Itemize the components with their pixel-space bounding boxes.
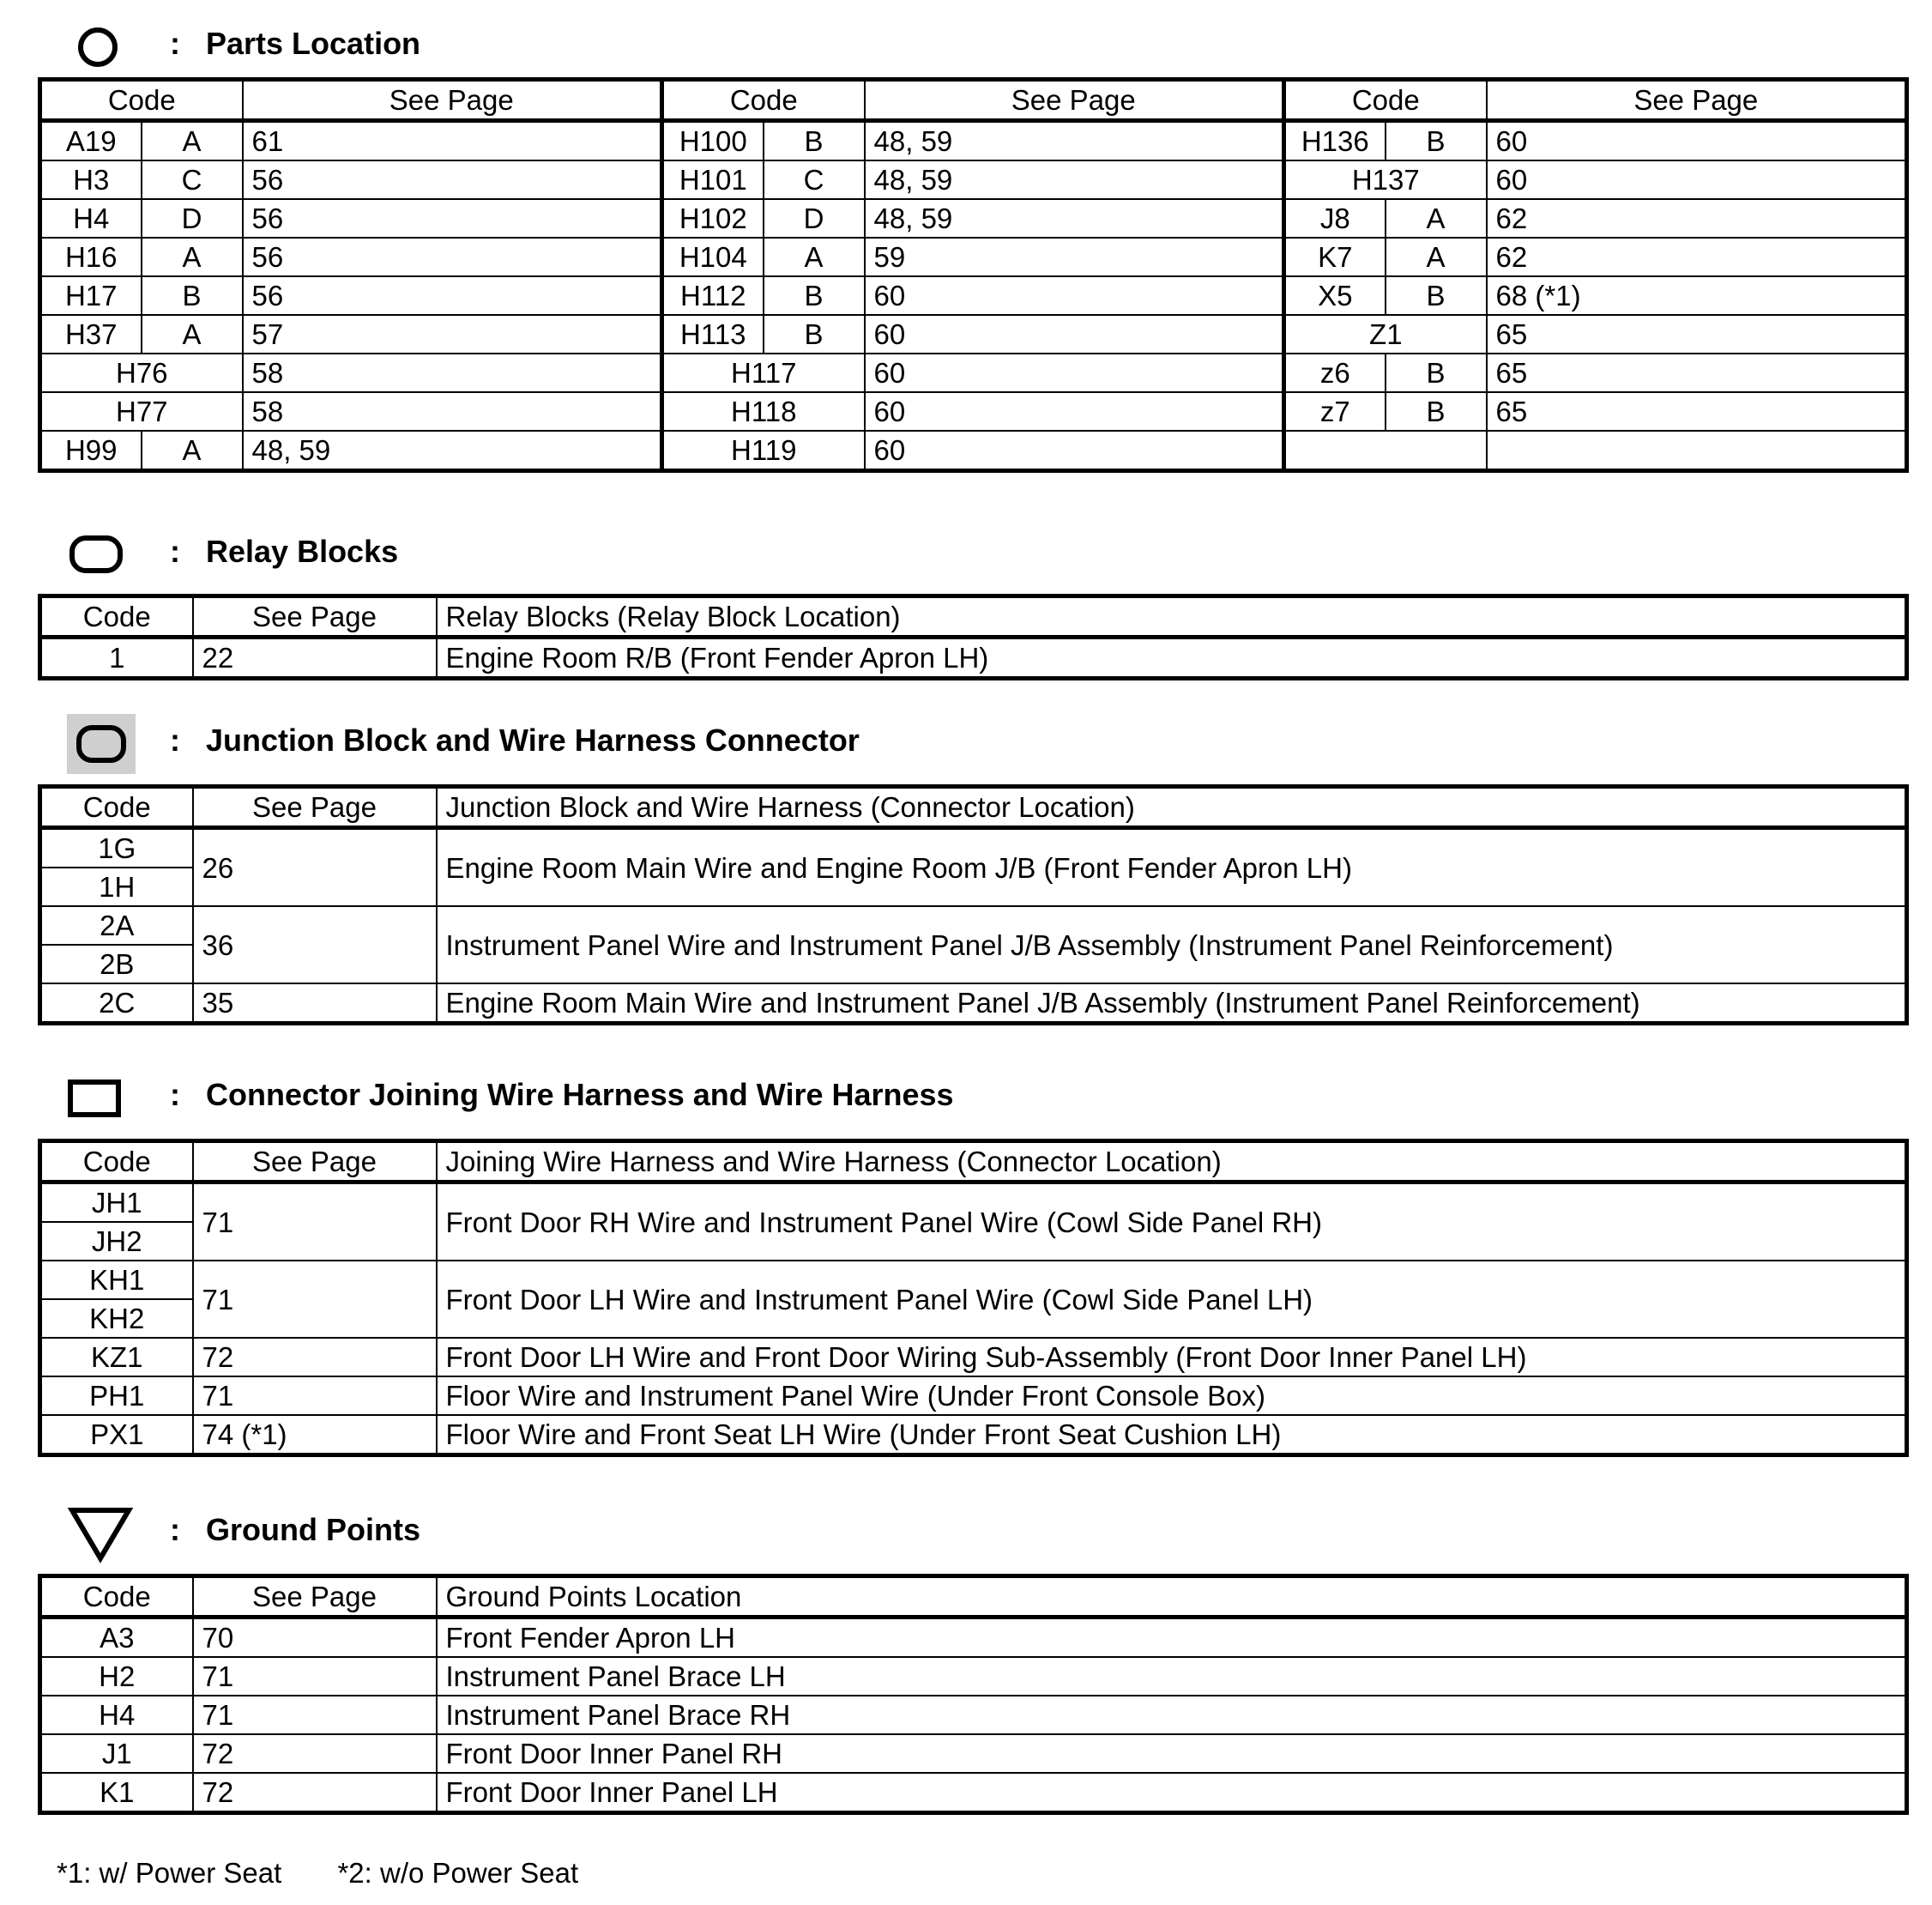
- location-cell: Front Door LH Wire and Front Door Wiring Sub-Assembly (Front Door Inner Panel LH): [437, 1338, 1907, 1376]
- part-code-cell: H113: [662, 315, 764, 354]
- see-page-cell: 65: [1487, 315, 1907, 354]
- part-variant-cell: D: [764, 199, 865, 238]
- code-cell: H2: [40, 1657, 193, 1696]
- part-code-cell: z7: [1284, 392, 1386, 431]
- column-header-code: Code: [662, 80, 865, 121]
- see-page-cell: [1487, 431, 1907, 471]
- location-cell: Instrument Panel Brace RH: [437, 1696, 1907, 1734]
- part-variant-cell: C: [764, 160, 865, 199]
- section-title: Relay Blocks: [206, 534, 399, 569]
- table-row: [40, 354, 1907, 392]
- column-header-code: Code: [40, 1141, 193, 1182]
- code-cell: 1G: [40, 828, 193, 868]
- junction-block-table: [38, 784, 1909, 1025]
- see-page-cell: 60: [865, 354, 1284, 392]
- part-code-cell: H3: [40, 160, 142, 199]
- location-cell: Floor Wire and Instrument Panel Wire (Under Front Console Box): [437, 1376, 1907, 1415]
- part-code-cell: H99: [40, 431, 142, 471]
- see-page-cell: 62: [1487, 199, 1907, 238]
- part-code-cell: H102: [662, 199, 764, 238]
- column-header-code: Code: [40, 787, 193, 828]
- part-variant-cell: A: [1386, 199, 1487, 238]
- table-header-row: [40, 596, 1907, 638]
- column-header-code: Code: [1284, 80, 1487, 121]
- code-cell: 1: [40, 638, 193, 679]
- see-page-cell: 48, 59: [865, 160, 1284, 199]
- part-variant-cell: B: [1386, 276, 1487, 315]
- table-row: [40, 392, 1907, 431]
- see-page-cell: 56: [243, 276, 662, 315]
- location-cell: Instrument Panel Wire and Instrument Panel J/B Assembly (Instrument Panel Reinforcement): [437, 906, 1907, 983]
- part-code-cell: Z1: [1284, 315, 1487, 354]
- part-code-cell: A19: [40, 121, 142, 161]
- part-code-cell: H118: [662, 392, 865, 431]
- code-cell: 2C: [40, 983, 193, 1024]
- part-code-cell: X5: [1284, 276, 1386, 315]
- part-code-cell: K7: [1284, 238, 1386, 276]
- code-cell: 2B: [40, 945, 193, 983]
- rounded-rect-outline-icon: [55, 525, 137, 585]
- see-page-cell: 62: [1487, 238, 1907, 276]
- part-variant-cell: C: [142, 160, 243, 199]
- see-page-cell: 56: [243, 199, 662, 238]
- see-page-cell: 61: [243, 121, 662, 161]
- part-code-cell: J8: [1284, 199, 1386, 238]
- part-code-cell: H119: [662, 431, 865, 471]
- code-cell: JH2: [40, 1222, 193, 1261]
- see-page-cell: 71: [193, 1182, 437, 1261]
- code-cell: JH1: [40, 1182, 193, 1223]
- location-cell: Floor Wire and Front Seat LH Wire (Under Front Seat Cushion LH): [437, 1415, 1907, 1455]
- colon: :: [170, 723, 180, 758]
- table-row: [40, 1261, 1907, 1299]
- see-page-cell: 74 (*1): [193, 1415, 437, 1455]
- part-code-cell: H16: [40, 238, 142, 276]
- part-code-cell: H4: [40, 199, 142, 238]
- part-variant-cell: A: [142, 315, 243, 354]
- see-page-cell: 60: [865, 392, 1284, 431]
- part-code-cell: H104: [662, 238, 764, 276]
- section-title: Parts Location: [206, 26, 421, 61]
- column-header-see-page: See Page: [193, 596, 437, 638]
- location-cell: Engine Room Main Wire and Engine Room J/B (Front Fender Apron LH): [437, 828, 1907, 907]
- location-cell: Front Door Inner Panel LH: [437, 1773, 1907, 1813]
- see-page-cell: 36: [193, 906, 437, 983]
- see-page-cell: 48, 59: [865, 199, 1284, 238]
- table-header-row: [40, 1141, 1907, 1182]
- see-page-cell: 60: [865, 431, 1284, 471]
- see-page-cell: 71: [193, 1261, 437, 1338]
- connector-joining-table: [38, 1139, 1909, 1457]
- table-row: [40, 1773, 1907, 1813]
- see-page-cell: 58: [243, 354, 662, 392]
- table-row: [40, 1734, 1907, 1773]
- column-header-see-page: See Page: [193, 787, 437, 828]
- part-code-cell: [1284, 431, 1487, 471]
- code-cell: 1H: [40, 868, 193, 906]
- code-cell: KZ1: [40, 1338, 193, 1376]
- column-header-location: Joining Wire Harness and Wire Harness (Connector Location): [437, 1141, 1907, 1182]
- part-code-cell: H100: [662, 121, 764, 161]
- see-page-cell: 60: [865, 315, 1284, 354]
- part-code-cell: H137: [1284, 160, 1487, 199]
- see-page-cell: 71: [193, 1376, 437, 1415]
- part-code-cell: H77: [40, 392, 243, 431]
- location-cell: Instrument Panel Brace LH: [437, 1657, 1907, 1696]
- see-page-cell: 58: [243, 392, 662, 431]
- parts-location-table: [38, 77, 1909, 473]
- location-cell: Engine Room Main Wire and Instrument Panel J/B Assembly (Instrument Panel Reinforcement): [437, 983, 1907, 1024]
- part-variant-cell: A: [142, 431, 243, 471]
- table-row: [40, 238, 1907, 276]
- part-code-cell: H112: [662, 276, 764, 315]
- see-page-cell: 68 (*1): [1487, 276, 1907, 315]
- part-variant-cell: B: [764, 315, 865, 354]
- code-cell: PH1: [40, 1376, 193, 1415]
- see-page-cell: 59: [865, 238, 1284, 276]
- section-title: Connector Joining Wire Harness and Wire Harness: [206, 1077, 954, 1112]
- footnote-2: *2: w/o Power Seat: [337, 1857, 579, 1889]
- table-row: [40, 983, 1907, 1024]
- column-header-see-page: See Page: [193, 1576, 437, 1618]
- see-page-cell: 72: [193, 1338, 437, 1376]
- see-page-cell: 26: [193, 828, 437, 907]
- see-page-cell: 60: [1487, 121, 1907, 161]
- circle-outline-icon: [55, 17, 137, 77]
- see-page-cell: 60: [865, 276, 1284, 315]
- part-code-cell: H136: [1284, 121, 1386, 161]
- part-variant-cell: A: [1386, 238, 1487, 276]
- part-variant-cell: B: [1386, 392, 1487, 431]
- part-variant-cell: B: [1386, 354, 1487, 392]
- colon: :: [170, 26, 180, 61]
- part-code-cell: H117: [662, 354, 865, 392]
- code-cell: A3: [40, 1618, 193, 1658]
- table-row: [40, 160, 1907, 199]
- see-page-cell: 48, 59: [243, 431, 662, 471]
- code-cell: 2A: [40, 906, 193, 945]
- see-page-cell: 56: [243, 238, 662, 276]
- part-code-cell: H76: [40, 354, 243, 392]
- part-variant-cell: D: [142, 199, 243, 238]
- column-header-see-page: See Page: [193, 1141, 437, 1182]
- table-row: [40, 1376, 1907, 1415]
- table-row: [40, 1182, 1907, 1223]
- see-page-cell: 48, 59: [865, 121, 1284, 161]
- colon: :: [170, 1077, 180, 1112]
- colon: :: [170, 534, 180, 569]
- table-row: [40, 828, 1907, 868]
- triangle-down-outline-icon: [55, 1503, 137, 1563]
- table-row: [40, 638, 1907, 679]
- table-row: [40, 1415, 1907, 1455]
- location-cell: Front Door RH Wire and Instrument Panel Wire (Cowl Side Panel RH): [437, 1182, 1907, 1261]
- see-page-cell: 72: [193, 1734, 437, 1773]
- section-header-junction-block: [55, 714, 1857, 774]
- ground-points-table: [38, 1574, 1909, 1815]
- table-row: [40, 315, 1907, 354]
- relay-blocks-table: [38, 594, 1909, 680]
- part-code-cell: H37: [40, 315, 142, 354]
- part-code-cell: H17: [40, 276, 142, 315]
- location-cell: Front Door Inner Panel RH: [437, 1734, 1907, 1773]
- section-header-relay-blocks: [55, 525, 1857, 585]
- section-title: Ground Points: [206, 1512, 420, 1547]
- table-header-row: [40, 1576, 1907, 1618]
- column-header-code: Code: [40, 1576, 193, 1618]
- part-variant-cell: A: [142, 238, 243, 276]
- table-header-row: [40, 80, 1907, 121]
- column-header-location: Relay Blocks (Relay Block Location): [437, 596, 1907, 638]
- code-cell: H4: [40, 1696, 193, 1734]
- column-header-see-page: See Page: [243, 80, 662, 121]
- table-row: [40, 199, 1907, 238]
- table-row: [40, 1696, 1907, 1734]
- see-page-cell: 65: [1487, 354, 1907, 392]
- part-variant-cell: B: [142, 276, 243, 315]
- column-header-see-page: See Page: [1487, 80, 1907, 121]
- code-cell: KH1: [40, 1261, 193, 1299]
- see-page-cell: 65: [1487, 392, 1907, 431]
- part-variant-cell: B: [1386, 121, 1487, 161]
- section-header-parts-location: [55, 17, 1857, 77]
- table-row: [40, 276, 1907, 315]
- code-cell: PX1: [40, 1415, 193, 1455]
- footnote-1: *1: w/ Power Seat: [57, 1857, 282, 1889]
- footnotes: [57, 1857, 626, 1890]
- table-row: [40, 1618, 1907, 1658]
- location-cell: Engine Room R/B (Front Fender Apron LH): [437, 638, 1907, 679]
- code-cell: J1: [40, 1734, 193, 1773]
- code-cell: K1: [40, 1773, 193, 1813]
- see-page-cell: 56: [243, 160, 662, 199]
- column-header-see-page: See Page: [865, 80, 1284, 121]
- table-header-row: [40, 787, 1907, 828]
- location-cell: Front Door LH Wire and Instrument Panel Wire (Cowl Side Panel LH): [437, 1261, 1907, 1338]
- see-page-cell: 22: [193, 638, 437, 679]
- see-page-cell: 71: [193, 1657, 437, 1696]
- colon: :: [170, 1512, 180, 1547]
- table-row: [40, 431, 1907, 471]
- location-cell: Front Fender Apron LH: [437, 1618, 1907, 1658]
- see-page-cell: 71: [193, 1696, 437, 1734]
- column-header-location: Ground Points Location: [437, 1576, 1907, 1618]
- see-page-cell: 60: [1487, 160, 1907, 199]
- section-header-ground-points: [55, 1503, 1857, 1563]
- table-row: [40, 1657, 1907, 1696]
- section-header-connector-joining: [55, 1068, 1857, 1128]
- part-code-cell: z6: [1284, 354, 1386, 392]
- column-header-location: Junction Block and Wire Harness (Connector Location): [437, 787, 1907, 828]
- see-page-cell: 35: [193, 983, 437, 1024]
- table-row: [40, 906, 1907, 945]
- column-header-code: Code: [40, 80, 243, 121]
- part-variant-cell: A: [764, 238, 865, 276]
- part-variant-cell: B: [764, 121, 865, 161]
- see-page-cell: 72: [193, 1773, 437, 1813]
- shaded-rounded-rect-icon: [55, 714, 137, 774]
- part-variant-cell: B: [764, 276, 865, 315]
- see-page-cell: 57: [243, 315, 662, 354]
- see-page-cell: 70: [193, 1618, 437, 1658]
- table-row: [40, 121, 1907, 161]
- rectangle-outline-icon: [55, 1068, 137, 1128]
- table-row: [40, 1338, 1907, 1376]
- code-cell: KH2: [40, 1299, 193, 1338]
- part-code-cell: H101: [662, 160, 764, 199]
- section-title: Junction Block and Wire Harness Connector: [206, 723, 860, 758]
- column-header-code: Code: [40, 596, 193, 638]
- part-variant-cell: A: [142, 121, 243, 161]
